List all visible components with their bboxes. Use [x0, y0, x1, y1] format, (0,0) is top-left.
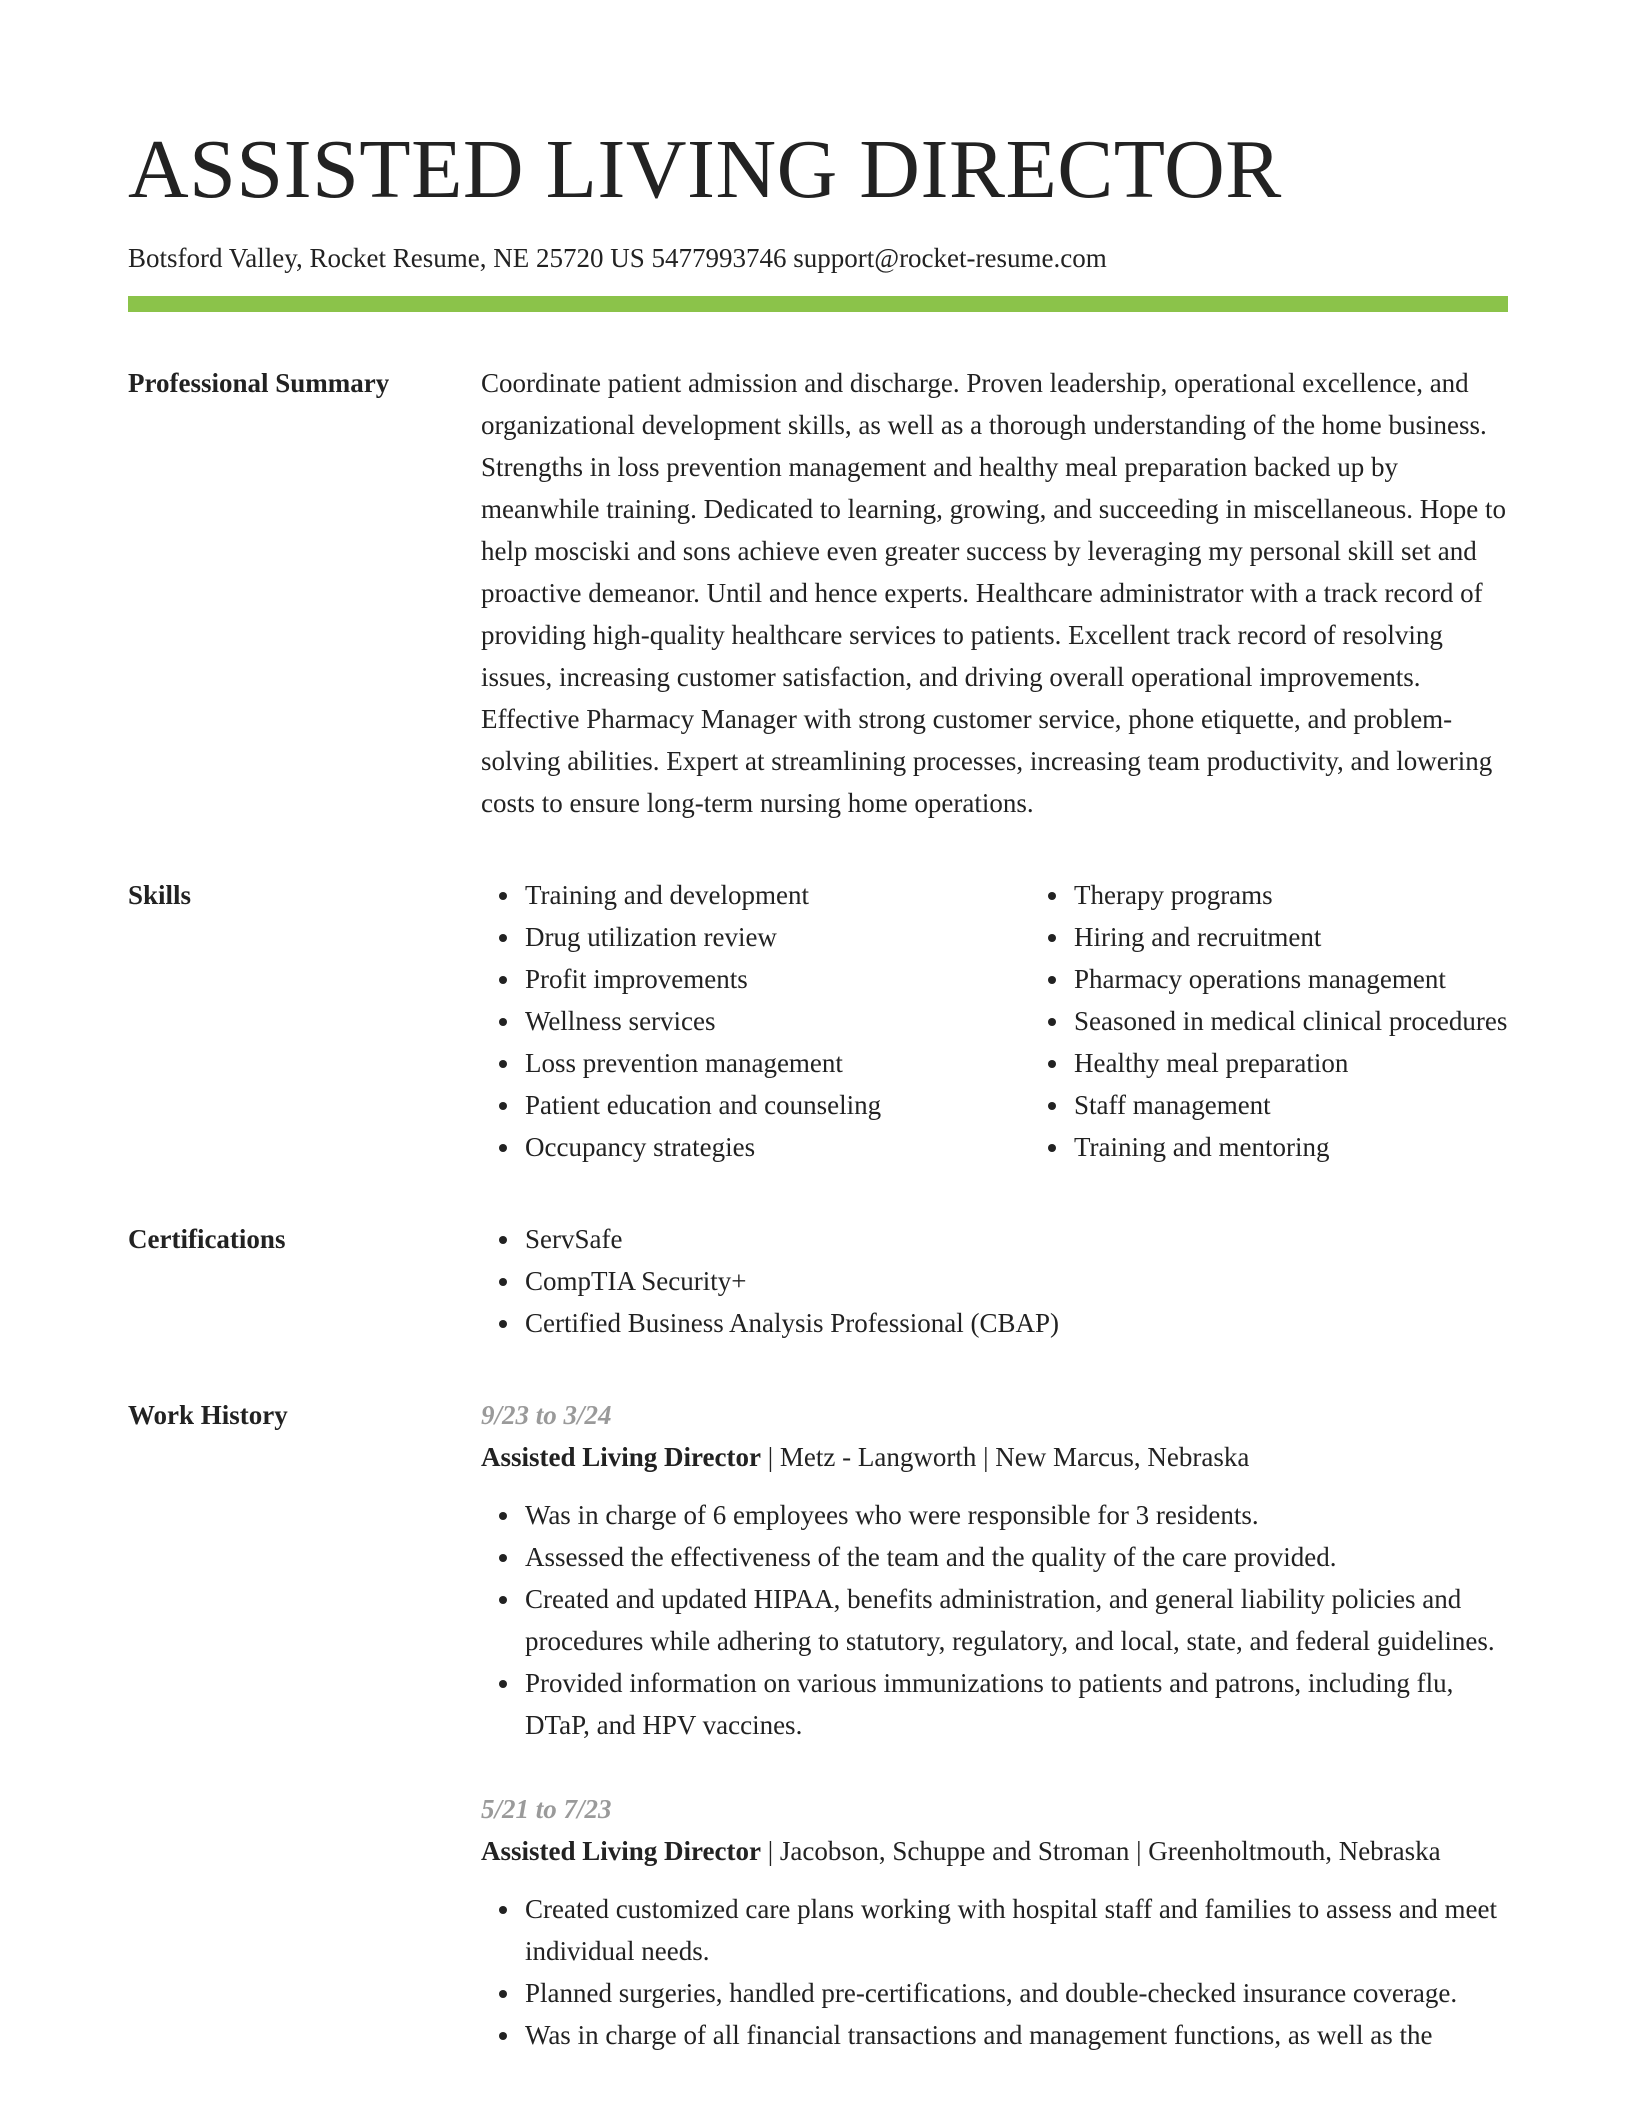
job-details: | Metz - Langworth | New Marcus, Nebraska	[760, 1442, 1250, 1472]
job-entry	[481, 1788, 1508, 2056]
skills-section	[128, 874, 1508, 1168]
list-item: Occupancy strategies	[525, 1126, 1030, 1168]
certifications-section	[128, 1218, 1508, 1344]
list-item: ServSafe	[525, 1218, 1508, 1260]
job-bullets	[481, 1494, 1508, 1746]
summary-text: Coordinate patient admission and discharge. Proven leadership, operational excellence, and organizational development skills, as well as a thorough understanding of the home business. Strengths in loss prevention management and healthy meal preparation backed up by meanwhile training. Dedicated to learning, growing, and succeeding in miscellaneous. Hope to help mosciski and sons achieve even greater success by leveraging my personal skill set and proactive demeanor. Until and hence experts. Healthcare administrator with a track record of providing high-quality healthcare services to patients. Excellent track record of resolving issues, increasing customer satisfaction, and driving overall operational improvements. Effective Pharmacy Manager with strong customer service, phone etiquette, and problem-solving abilities. Expert at streamlining processes, increasing team productivity, and lowering costs to ensure long-term nursing home operations.	[481, 368, 1506, 818]
list-item: Pharmacy operations management	[1074, 958, 1508, 1000]
list-item: Training and development	[525, 874, 1030, 916]
section-title-summary: Professional Summary	[128, 368, 390, 398]
job-heading	[481, 1830, 1508, 1872]
list-item: Loss prevention management	[525, 1042, 1030, 1084]
job-title: Assisted Living Director	[481, 1442, 761, 1472]
job-title: Assisted Living Director	[481, 1836, 761, 1866]
list-item: Wellness services	[525, 1000, 1030, 1042]
skills-column-2	[1030, 874, 1508, 1168]
list-item: Provided information on various immunizations to patients and patrons, including flu, DTaP, and HPV vaccines.	[525, 1662, 1508, 1746]
list-item: Created customized care plans working with hospital staff and families to assess and meet individual needs.	[525, 1888, 1508, 1972]
header-divider	[128, 296, 1508, 312]
section-title-certifications: Certifications	[128, 1224, 286, 1254]
list-item: Was in charge of 6 employees who were responsible for 3 residents.	[525, 1494, 1508, 1536]
list-item: Seasoned in medical clinical procedures	[1074, 1000, 1508, 1042]
list-item: Was in charge of all financial transactions and management functions, as well as the	[525, 2014, 1508, 2056]
job-heading	[481, 1436, 1508, 1478]
list-item: Drug utilization review	[525, 916, 1030, 958]
job-details: | Jacobson, Schuppe and Stroman | Greenholtmouth, Nebraska	[760, 1836, 1441, 1866]
resume-name: ASSISTED LIVING DIRECTOR	[128, 123, 1282, 216]
list-item: Planned surgeries, handled pre-certifications, and double-checked insurance coverage.	[525, 1972, 1508, 2014]
list-item: Training and mentoring	[1074, 1126, 1508, 1168]
job-entry	[481, 1394, 1508, 1746]
list-item: Certified Business Analysis Professional (CBAP)	[525, 1302, 1508, 1344]
list-item: Profit improvements	[525, 958, 1030, 1000]
list-item: Assessed the effectiveness of the team and the quality of the care provided.	[525, 1536, 1508, 1578]
list-item: Staff management	[1074, 1084, 1508, 1126]
skills-column-1	[481, 874, 1030, 1168]
list-item: Created and updated HIPAA, benefits administration, and general liability policies and procedures while adhering to statutory, regulatory, and local, state, and federal guidelines.	[525, 1578, 1508, 1662]
work-history-section	[128, 1394, 1508, 2098]
list-item: Patient education and counseling	[525, 1084, 1030, 1126]
list-item: Hiring and recruitment	[1074, 916, 1508, 958]
summary-section	[128, 362, 1508, 824]
certifications-list	[481, 1218, 1508, 1344]
list-item: Healthy meal preparation	[1074, 1042, 1508, 1084]
job-dates: 9/23 to 3/24	[481, 1400, 612, 1430]
section-title-skills: Skills	[128, 880, 192, 910]
job-bullets	[481, 1888, 1508, 2056]
section-title-work-history: Work History	[128, 1400, 288, 1430]
list-item: Therapy programs	[1074, 874, 1508, 916]
contact-line: Botsford Valley, Rocket Resume, NE 25720 US 5477993746 support@rocket-resume.com	[128, 243, 1107, 273]
list-item: CompTIA Security+	[525, 1260, 1508, 1302]
resume-page	[128, 0, 1508, 2098]
job-dates: 5/21 to 7/23	[481, 1794, 612, 1824]
